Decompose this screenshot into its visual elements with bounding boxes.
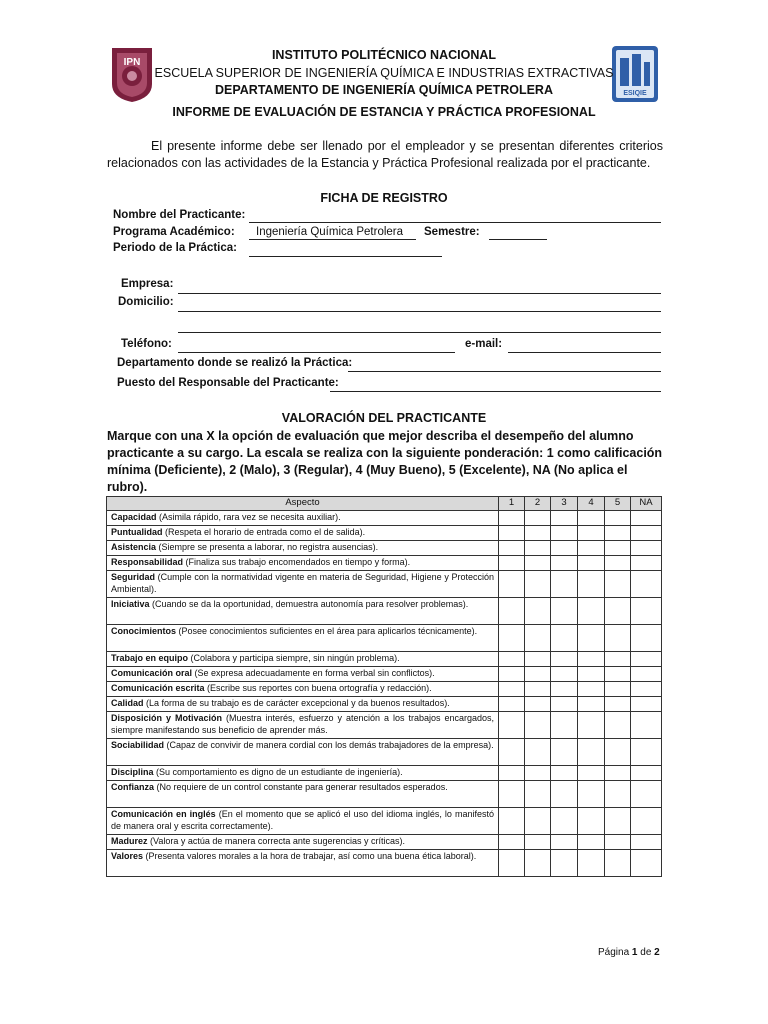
score-cell-5[interactable] bbox=[605, 541, 631, 556]
header-score-1: 1 bbox=[499, 497, 525, 511]
aspect-cell bbox=[107, 808, 499, 835]
programa-field[interactable] bbox=[249, 239, 416, 240]
score-cell-3[interactable] bbox=[551, 598, 578, 625]
valoracion-instructions: Marque con una X la opción de evaluación que mejor describa el desempeño del alumno practicante a su cargo. La escala se realiza con la siguiente ponderación: 1 como calificación mínima (Deficiente), 2 (Malo), 3 (Regular), 4 (Muy Bueno), 5 (Excelente), NA (No aplica el rubro). bbox=[107, 429, 663, 494]
aspect-description: (Posee conocimientos suficientes en el área para aplicarlos técnicamente). bbox=[176, 626, 478, 636]
aspect-term: Responsabilidad bbox=[111, 557, 184, 567]
periodo-field[interactable] bbox=[249, 256, 442, 257]
aspect-description: (Cuando se da la oportunidad, demuestra autonomía para resolver problemas). bbox=[149, 599, 469, 609]
aspect-cell bbox=[107, 652, 499, 667]
score-cell-na[interactable] bbox=[631, 652, 662, 667]
table-row bbox=[107, 652, 662, 667]
aspect-term: Puntualidad bbox=[111, 527, 163, 537]
periodo-label: Periodo de la Práctica: bbox=[113, 242, 237, 254]
aspect-cell bbox=[107, 556, 499, 571]
domicilio-field-2[interactable] bbox=[178, 332, 661, 333]
score-cell-2[interactable] bbox=[525, 712, 551, 739]
puesto-field[interactable] bbox=[330, 391, 661, 392]
score-cell-2[interactable] bbox=[525, 739, 551, 766]
aspect-cell bbox=[107, 835, 499, 850]
score-cell-4[interactable] bbox=[578, 556, 605, 571]
aspect-term: Madurez bbox=[111, 836, 148, 846]
score-cell-na[interactable] bbox=[631, 781, 662, 808]
valoracion-title: VALORACIÓN DEL PRACTICANTE bbox=[281, 411, 487, 425]
score-cell-3[interactable] bbox=[551, 667, 578, 682]
aspect-description: (No requiere de un control constante para generar resultados esperados. bbox=[154, 782, 448, 792]
score-cell-5[interactable] bbox=[605, 526, 631, 541]
score-cell-3[interactable] bbox=[551, 766, 578, 781]
intro-text: El presente informe debe ser llenado por el empleador y se presentan diferentes criterios relacionados con las actividades de la Estancia y Práctica Profesional realizada por el practicante. bbox=[107, 139, 663, 170]
score-cell-5[interactable] bbox=[605, 697, 631, 712]
score-cell-na[interactable] bbox=[631, 556, 662, 571]
aspect-description: (Su comportamiento es digno de un estudiante de ingeniería). bbox=[153, 767, 403, 777]
header-score-5: 5 bbox=[605, 497, 631, 511]
score-cell-na[interactable] bbox=[631, 766, 662, 781]
aspect-cell bbox=[107, 625, 499, 652]
score-cell-1[interactable] bbox=[499, 850, 525, 877]
score-cell-3[interactable] bbox=[551, 850, 578, 877]
score-cell-1[interactable] bbox=[499, 697, 525, 712]
header-aspecto: Aspecto bbox=[107, 497, 499, 511]
nombre-label: Nombre del Practicante: bbox=[113, 209, 246, 221]
score-cell-na[interactable] bbox=[631, 625, 662, 652]
score-cell-3[interactable] bbox=[551, 526, 578, 541]
score-cell-2[interactable] bbox=[525, 682, 551, 697]
aspect-term: Disposición y Motivación bbox=[111, 713, 222, 723]
score-cell-1[interactable] bbox=[499, 625, 525, 652]
table-row bbox=[107, 682, 662, 697]
score-cell-3[interactable] bbox=[551, 556, 578, 571]
aspect-description: (Capaz de convivir de manera cordial con los demás trabajadores de la empresa). bbox=[164, 740, 494, 750]
score-cell-5[interactable] bbox=[605, 556, 631, 571]
score-cell-3[interactable] bbox=[551, 682, 578, 697]
table-row bbox=[107, 781, 662, 808]
score-cell-5[interactable] bbox=[605, 667, 631, 682]
departamento-label: Departamento donde se realizó la Práctica: bbox=[117, 357, 353, 369]
table-row bbox=[107, 541, 662, 556]
score-cell-4[interactable] bbox=[578, 808, 605, 835]
score-cell-2[interactable] bbox=[525, 526, 551, 541]
score-cell-na[interactable] bbox=[631, 835, 662, 850]
score-cell-2[interactable] bbox=[525, 667, 551, 682]
score-cell-1[interactable] bbox=[499, 766, 525, 781]
table-row bbox=[107, 598, 662, 625]
score-cell-na[interactable] bbox=[631, 511, 662, 526]
score-cell-5[interactable] bbox=[605, 835, 631, 850]
score-cell-5[interactable] bbox=[605, 571, 631, 598]
aspect-description: (Valora y actúa de manera correcta ante sugerencias y críticas). bbox=[147, 836, 405, 846]
score-cell-na[interactable] bbox=[631, 682, 662, 697]
score-cell-na[interactable] bbox=[631, 598, 662, 625]
aspect-term: Conocimientos bbox=[111, 626, 177, 636]
table-row bbox=[107, 667, 662, 682]
aspect-description: (Cumple con la normatividad vigente en materia de Seguridad, Higiene y Protección Ambiental). bbox=[111, 572, 494, 594]
table-row bbox=[107, 739, 662, 766]
table-row bbox=[107, 526, 662, 541]
aspect-cell bbox=[107, 712, 499, 739]
score-cell-5[interactable] bbox=[605, 511, 631, 526]
aspect-term: Disciplina bbox=[111, 767, 154, 777]
domicilio-field[interactable] bbox=[178, 311, 661, 312]
aspect-cell bbox=[107, 571, 499, 598]
score-cell-4[interactable] bbox=[578, 766, 605, 781]
score-cell-1[interactable] bbox=[499, 835, 525, 850]
aspect-cell bbox=[107, 526, 499, 541]
score-cell-na[interactable] bbox=[631, 571, 662, 598]
aspect-description: (Se expresa adecuadamente en forma verbal sin conflictos). bbox=[192, 668, 435, 678]
score-cell-5[interactable] bbox=[605, 766, 631, 781]
aspect-description: (Presenta valores morales a la hora de trabajar, así como una buena ética laboral). bbox=[143, 851, 477, 861]
score-cell-4[interactable] bbox=[578, 511, 605, 526]
aspect-term: Comunicación escrita bbox=[111, 683, 205, 693]
domicilio-label: Domicilio: bbox=[118, 296, 174, 308]
aspect-cell bbox=[107, 766, 499, 781]
score-cell-na[interactable] bbox=[631, 526, 662, 541]
institution-title: INSTITUTO POLITÉCNICO NACIONAL bbox=[271, 48, 497, 62]
header-score-2: 2 bbox=[525, 497, 551, 511]
department-title: DEPARTAMENTO DE INGENIERÍA QUÍMICA PETROLERA bbox=[215, 83, 553, 97]
score-cell-2[interactable] bbox=[525, 808, 551, 835]
empresa-field[interactable] bbox=[178, 293, 661, 294]
score-cell-na[interactable] bbox=[631, 850, 662, 877]
table-row bbox=[107, 571, 662, 598]
aspect-term: Comunicación en inglés bbox=[111, 809, 216, 819]
aspect-description: (Muestra interés, esfuerzo y atención a los trabajos encargados, siempre manifestando sus beneficio de aprender más. bbox=[111, 713, 494, 735]
score-cell-3[interactable] bbox=[551, 652, 578, 667]
score-cell-2[interactable] bbox=[525, 652, 551, 667]
table-row bbox=[107, 850, 662, 877]
score-cell-4[interactable] bbox=[578, 625, 605, 652]
score-cell-5[interactable] bbox=[605, 598, 631, 625]
score-cell-2[interactable] bbox=[525, 781, 551, 808]
score-cell-na[interactable] bbox=[631, 712, 662, 739]
score-cell-4[interactable] bbox=[578, 850, 605, 877]
score-cell-2[interactable] bbox=[525, 598, 551, 625]
score-cell-5[interactable] bbox=[605, 712, 631, 739]
programa-value: Ingeniería Química Petrolera bbox=[256, 226, 404, 238]
aspect-term: Comunicación oral bbox=[111, 668, 193, 678]
svg-text:ESIQIE: ESIQIE bbox=[623, 90, 647, 97]
score-cell-na[interactable] bbox=[631, 697, 662, 712]
score-cell-4[interactable] bbox=[578, 835, 605, 850]
aspect-term: Capacidad bbox=[111, 512, 157, 522]
score-cell-2[interactable] bbox=[525, 835, 551, 850]
header-score-4: 4 bbox=[578, 497, 605, 511]
table-row bbox=[107, 625, 662, 652]
score-cell-5[interactable] bbox=[605, 652, 631, 667]
aspect-cell bbox=[107, 739, 499, 766]
score-cell-1[interactable] bbox=[499, 667, 525, 682]
score-cell-2[interactable] bbox=[525, 697, 551, 712]
semestre-label: Semestre: bbox=[424, 226, 480, 238]
aspect-description: (Siempre se presenta a laborar, no registra ausencias). bbox=[156, 542, 379, 552]
programa-label: Programa Académico: bbox=[113, 226, 235, 238]
score-cell-5[interactable] bbox=[605, 781, 631, 808]
email-label: e-mail: bbox=[465, 338, 503, 350]
aspect-description: (Asimila rápido, rara vez se necesita auxiliar). bbox=[156, 512, 341, 522]
header-score-3: 3 bbox=[551, 497, 578, 511]
score-cell-5[interactable] bbox=[605, 808, 631, 835]
score-cell-1[interactable] bbox=[499, 739, 525, 766]
score-cell-3[interactable] bbox=[551, 511, 578, 526]
score-cell-3[interactable] bbox=[551, 712, 578, 739]
score-cell-1[interactable] bbox=[499, 526, 525, 541]
aspect-description: (Colabora y participa siempre, sin ningún problema). bbox=[188, 653, 400, 663]
aspect-term: Sociabilidad bbox=[111, 740, 165, 750]
score-cell-3[interactable] bbox=[551, 625, 578, 652]
score-cell-2[interactable] bbox=[525, 511, 551, 526]
score-cell-5[interactable] bbox=[605, 625, 631, 652]
telefono-label: Teléfono: bbox=[121, 338, 172, 350]
score-cell-4[interactable] bbox=[578, 541, 605, 556]
score-cell-3[interactable] bbox=[551, 541, 578, 556]
aspect-description: (Respeta el horario de entrada como el de salida). bbox=[162, 527, 366, 537]
table-row bbox=[107, 511, 662, 526]
score-cell-2[interactable] bbox=[525, 850, 551, 877]
ficha-title: FICHA DE REGISTRO bbox=[320, 191, 448, 205]
aspect-cell bbox=[107, 850, 499, 877]
email-field[interactable] bbox=[508, 352, 661, 353]
aspect-term: Confianza bbox=[111, 782, 155, 792]
score-cell-4[interactable] bbox=[578, 682, 605, 697]
score-cell-2[interactable] bbox=[525, 541, 551, 556]
aspect-cell bbox=[107, 541, 499, 556]
score-cell-1[interactable] bbox=[499, 541, 525, 556]
score-cell-1[interactable] bbox=[499, 571, 525, 598]
score-cell-5[interactable] bbox=[605, 739, 631, 766]
aspect-description: (La forma de su trabajo es de carácter excepcional y da buenos resultados). bbox=[143, 698, 450, 708]
score-cell-3[interactable] bbox=[551, 835, 578, 850]
score-cell-4[interactable] bbox=[578, 526, 605, 541]
score-cell-3[interactable] bbox=[551, 808, 578, 835]
score-cell-3[interactable] bbox=[551, 571, 578, 598]
departamento-field[interactable] bbox=[348, 371, 661, 372]
aspect-cell bbox=[107, 781, 499, 808]
score-cell-3[interactable] bbox=[551, 739, 578, 766]
score-cell-1[interactable] bbox=[499, 652, 525, 667]
score-cell-4[interactable] bbox=[578, 781, 605, 808]
score-cell-1[interactable] bbox=[499, 712, 525, 739]
score-cell-na[interactable] bbox=[631, 808, 662, 835]
score-cell-2[interactable] bbox=[525, 556, 551, 571]
aspect-term: Valores bbox=[111, 851, 144, 861]
evaluation-table bbox=[106, 496, 662, 877]
score-cell-na[interactable] bbox=[631, 739, 662, 766]
table-row bbox=[107, 556, 662, 571]
aspect-cell bbox=[107, 697, 499, 712]
score-cell-4[interactable] bbox=[578, 667, 605, 682]
aspect-description: (Finaliza sus trabajo encomendados en tiempo y forma). bbox=[183, 557, 411, 567]
header-score-na: NA bbox=[631, 497, 662, 511]
score-cell-2[interactable] bbox=[525, 625, 551, 652]
score-cell-3[interactable] bbox=[551, 697, 578, 712]
aspect-description: (En el momento que se aplicó el uso del idioma inglés, lo manifestó de manera oral y escrita correctamente). bbox=[111, 809, 494, 831]
score-cell-1[interactable] bbox=[499, 682, 525, 697]
score-cell-1[interactable] bbox=[499, 598, 525, 625]
table-row bbox=[107, 697, 662, 712]
score-cell-na[interactable] bbox=[631, 667, 662, 682]
score-cell-4[interactable] bbox=[578, 739, 605, 766]
aspect-cell bbox=[107, 667, 499, 682]
score-cell-2[interactable] bbox=[525, 571, 551, 598]
page-number: Página 1 de 2 bbox=[598, 947, 660, 958]
report-title: INFORME DE EVALUACIÓN DE ESTANCIA Y PRÁCTICA PROFESIONAL bbox=[172, 105, 596, 119]
table-row bbox=[107, 808, 662, 835]
aspect-cell bbox=[107, 682, 499, 697]
nombre-field[interactable] bbox=[249, 222, 661, 223]
score-cell-3[interactable] bbox=[551, 781, 578, 808]
puesto-label: Puesto del Responsable del Practicante: bbox=[117, 377, 339, 389]
semestre-field[interactable] bbox=[489, 239, 547, 240]
aspect-cell bbox=[107, 598, 499, 625]
score-cell-5[interactable] bbox=[605, 850, 631, 877]
score-cell-1[interactable] bbox=[499, 781, 525, 808]
score-cell-4[interactable] bbox=[578, 571, 605, 598]
score-cell-4[interactable] bbox=[578, 697, 605, 712]
empresa-label: Empresa: bbox=[121, 278, 174, 290]
table-row bbox=[107, 712, 662, 739]
score-cell-4[interactable] bbox=[578, 598, 605, 625]
score-cell-2[interactable] bbox=[525, 766, 551, 781]
aspect-term: Asistencia bbox=[111, 542, 157, 552]
score-cell-na[interactable] bbox=[631, 541, 662, 556]
aspect-term: Seguridad bbox=[111, 572, 156, 582]
score-cell-1[interactable] bbox=[499, 808, 525, 835]
svg-text:IPN: IPN bbox=[123, 57, 141, 68]
score-cell-4[interactable] bbox=[578, 652, 605, 667]
telefono-field[interactable] bbox=[178, 352, 455, 353]
table-row bbox=[107, 766, 662, 781]
aspect-description: (Escribe sus reportes con buena ortografía y redacción). bbox=[204, 683, 432, 693]
score-cell-4[interactable] bbox=[578, 712, 605, 739]
score-cell-1[interactable] bbox=[499, 511, 525, 526]
aspect-term: Trabajo en equipo bbox=[111, 653, 189, 663]
score-cell-5[interactable] bbox=[605, 682, 631, 697]
aspect-term: Iniciativa bbox=[111, 599, 150, 609]
table-row bbox=[107, 835, 662, 850]
aspect-cell bbox=[107, 511, 499, 526]
school-title: ESCUELA SUPERIOR DE INGENIERÍA QUÍMICA E INDUSTRIAS EXTRACTIVAS bbox=[154, 66, 614, 80]
score-cell-1[interactable] bbox=[499, 556, 525, 571]
aspect-term: Calidad bbox=[111, 698, 144, 708]
